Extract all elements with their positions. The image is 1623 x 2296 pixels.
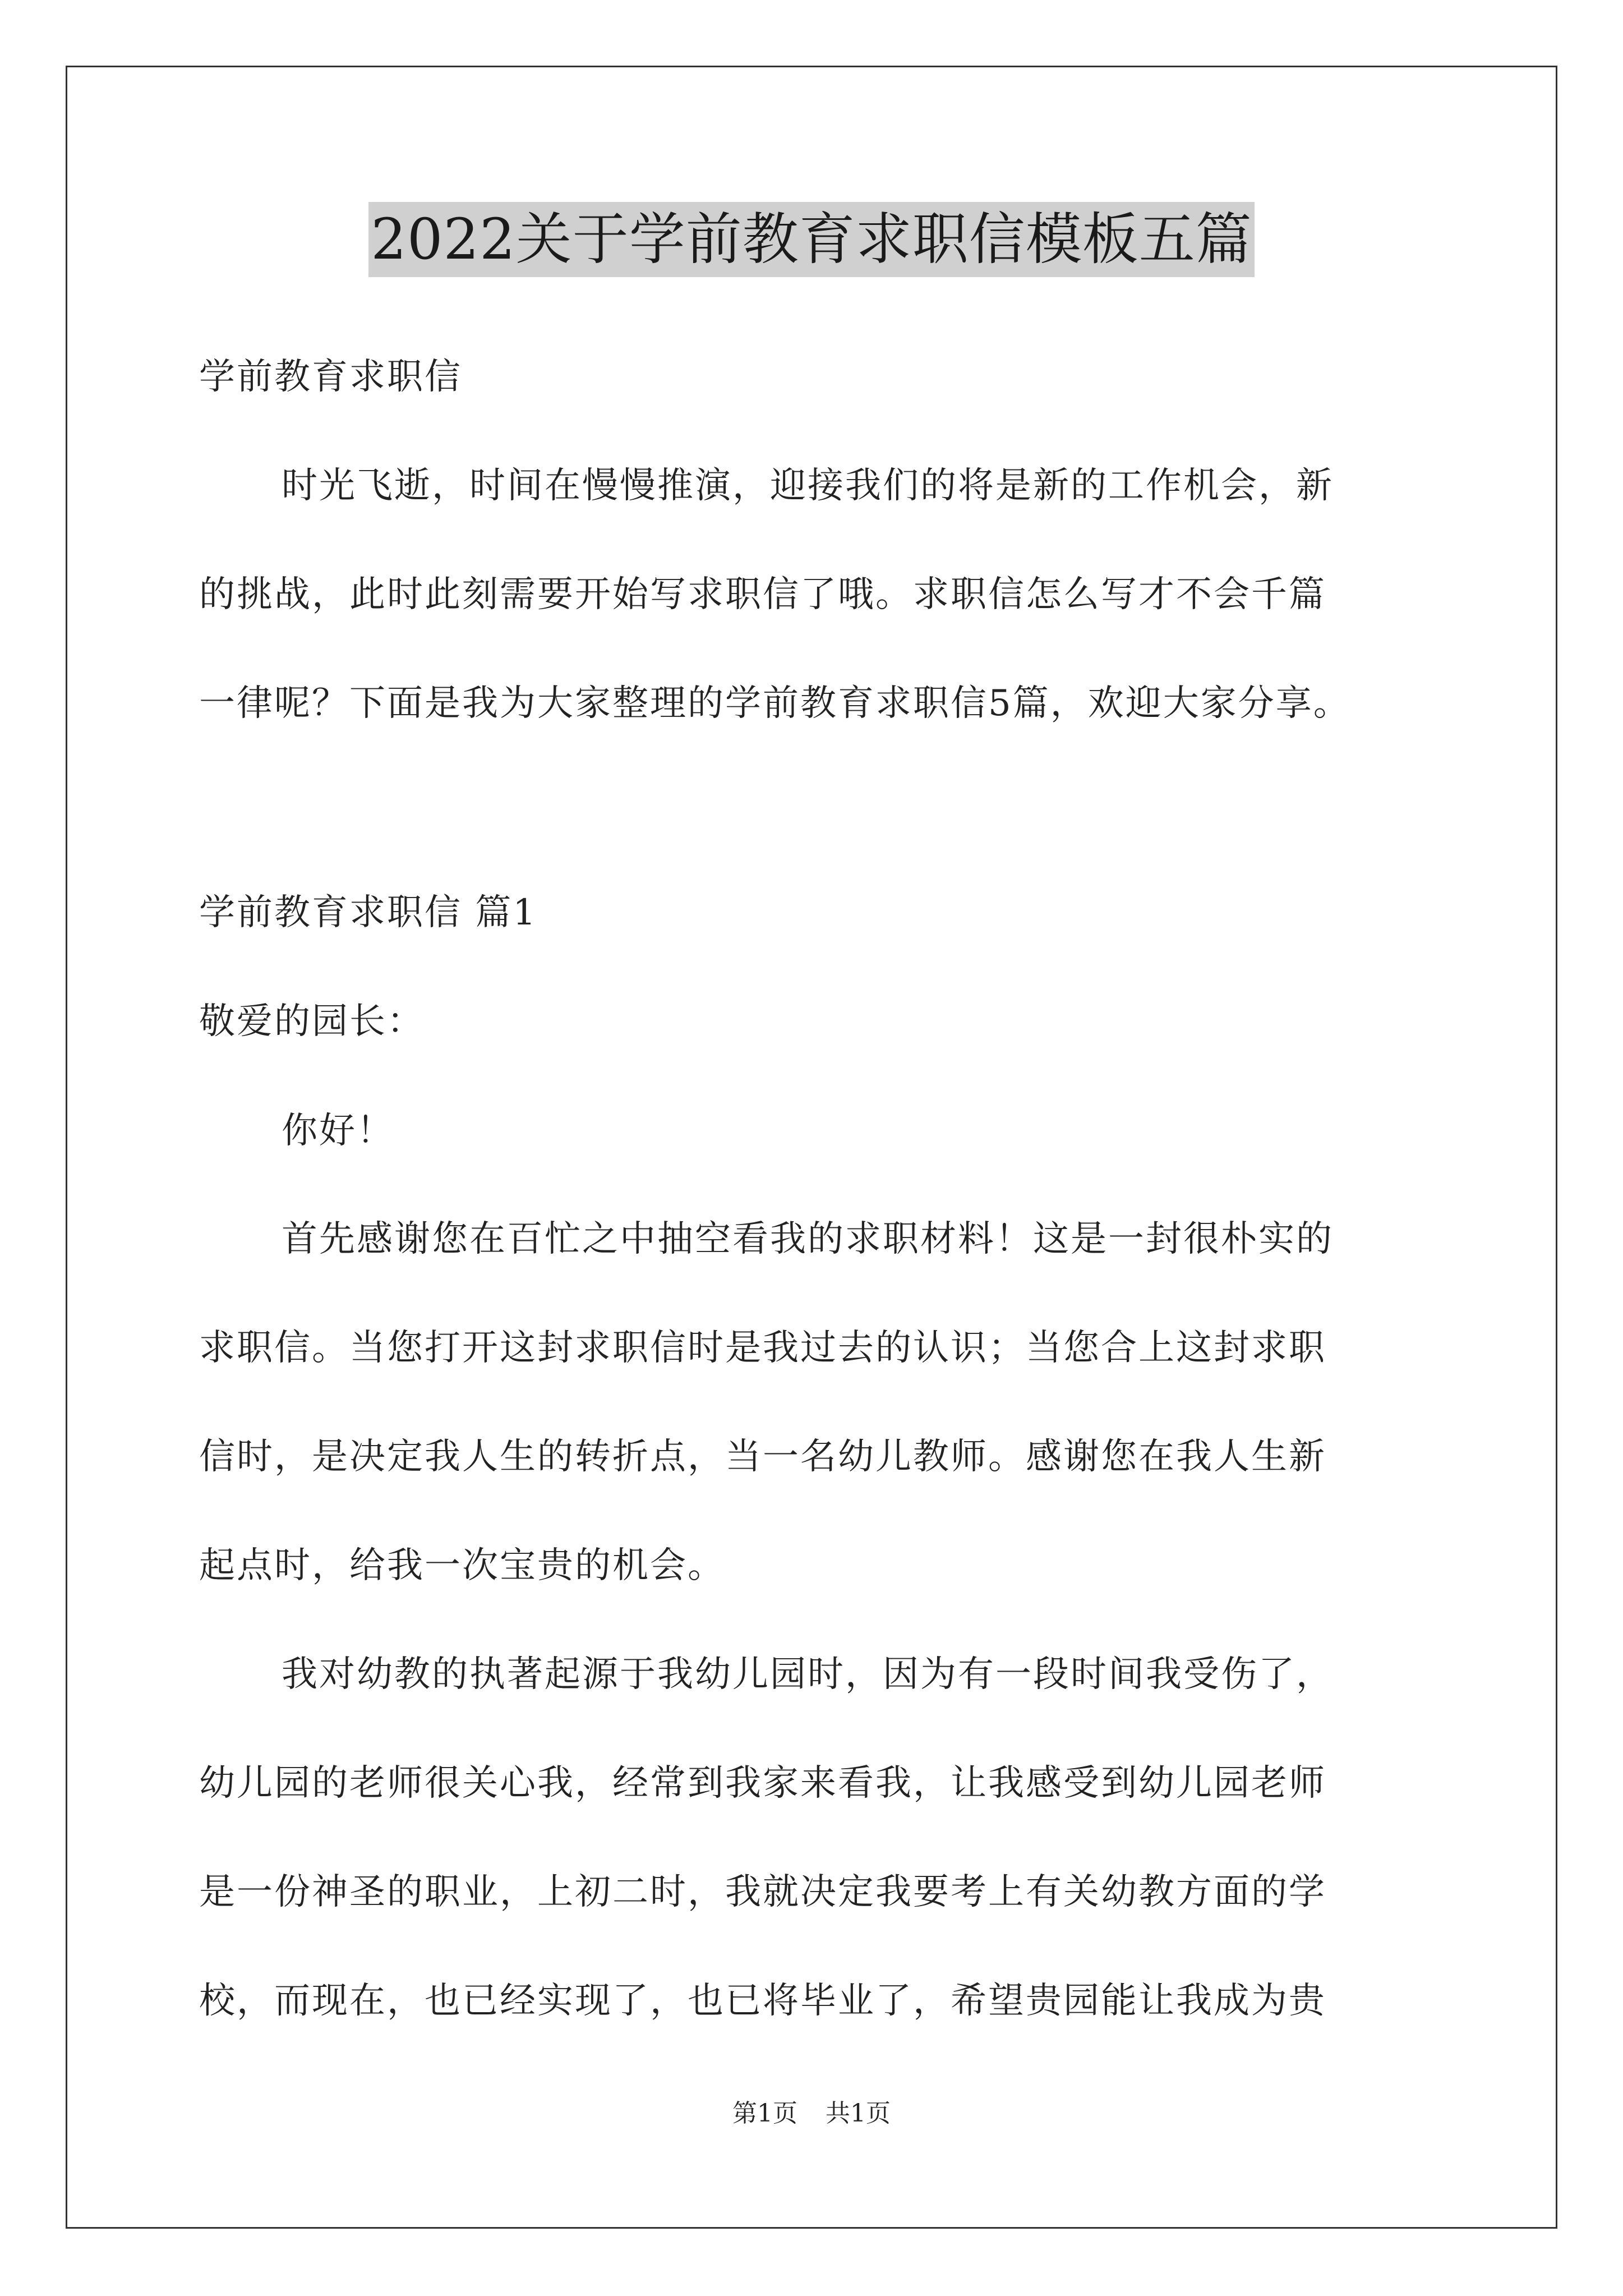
salutation: 敬爱的园长： <box>199 1001 425 1042</box>
paragraph-line: 起点时，给我一次宝贵的机会。 <box>199 1545 725 1586</box>
paragraph-line: 的挑战，此时此刻需要开始写求职信了哦。求职信怎么写才不会千篇 <box>199 574 1326 615</box>
page-total: 共1页 <box>826 2099 891 2128</box>
greeting: 你好！ <box>282 1110 394 1152</box>
page-number: 第1页 <box>732 2099 797 2128</box>
paragraph-line: 一律呢？下面是我为大家整理的学前教育求职信5篇，欢迎大家分享。 <box>199 683 1351 724</box>
document-title: 2022关于学前教育求职信模板五篇 <box>368 202 1255 277</box>
paragraph-line: 时光飞逝，时间在慢慢推演，迎接我们的将是新的工作机会，新 <box>282 465 1334 507</box>
title-container <box>0 202 1623 277</box>
paragraph-line: 校，而现在，也已经实现了，也已将毕业了，希望贵园能让我成为贵 <box>199 1980 1326 2022</box>
page-footer <box>0 2098 1623 2129</box>
paragraph-line: 信时，是决定我人生的转折点，当一名幼儿教师。感谢您在我人生新 <box>199 1436 1326 1478</box>
paragraph-line: 是一份神圣的职业，上初二时，我就决定我要考上有关幼教方面的学 <box>199 1871 1326 1913</box>
paragraph-line: 首先感谢您在百忙之中抽空看我的求职材料！这是一封很朴实的 <box>282 1218 1334 1260</box>
paragraph-line: 幼儿园的老师很关心我，经常到我家来看我，让我感受到幼儿园老师 <box>199 1763 1326 1804</box>
paragraph-line: 求职信。当您打开这封求职信时是我过去的认识；当您合上这封求职 <box>199 1327 1326 1369</box>
section-heading: 学前教育求职信 篇1 <box>199 892 538 933</box>
paragraph-line: 我对幼教的执著起源于我幼儿园时，因为有一段时间我受伤了， <box>282 1654 1334 1695</box>
section-heading: 学前教育求职信 <box>199 356 462 398</box>
